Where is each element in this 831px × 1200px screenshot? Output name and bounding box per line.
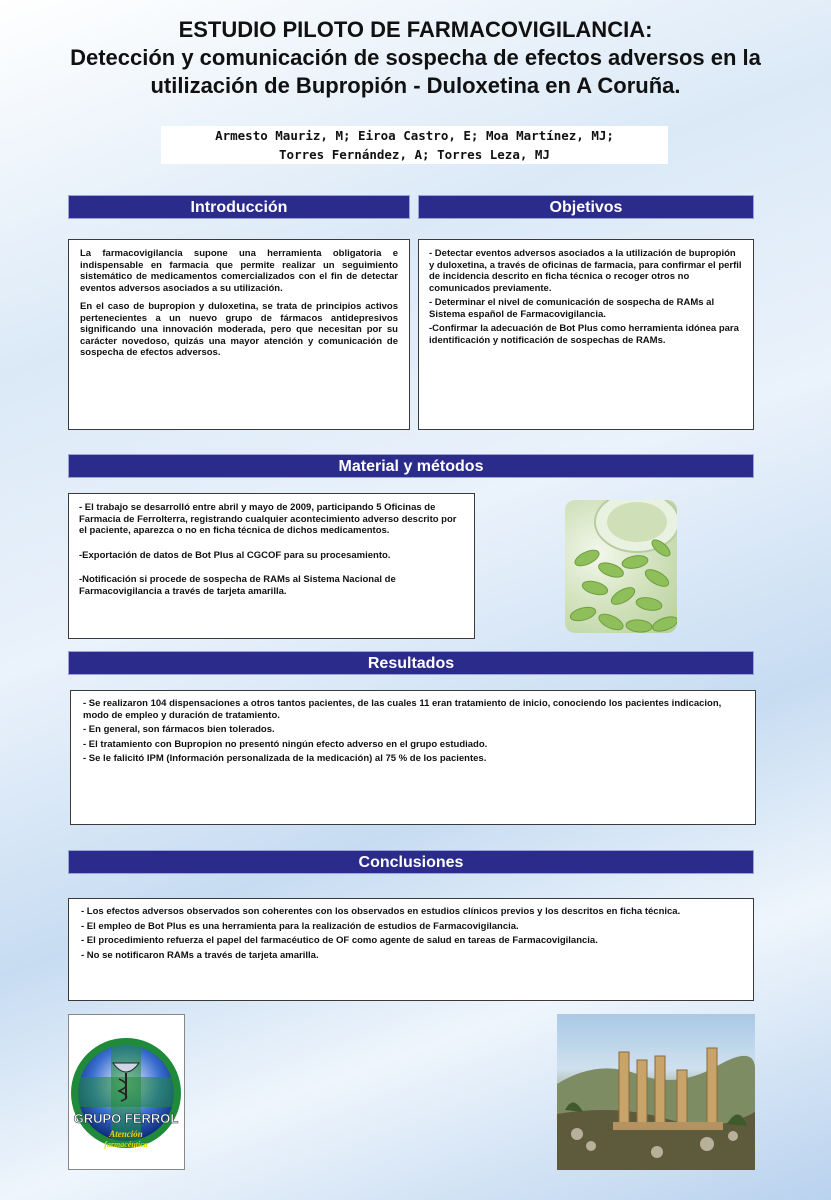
resultados-item: - Se le falicitó IPM (Información personalizada de la medicación) al 75 % de los pacientes. — [83, 753, 487, 764]
conclusiones-item: - Los efectos adversos observados son coherentes con los observados en estudios clínicos previos y los descritos en ficha técnica. — [81, 906, 681, 917]
objetivos-item: -Confirmar la adecuación de Bot Plus como herramienta idónea para identificación y notificación de sospechas de RAMs. — [429, 323, 739, 346]
conclusiones-item: - No se notificaron RAMs a través de tarjeta amarilla. — [81, 949, 319, 961]
resultados-item: - Se realizaron 104 dispensaciones a otros tantos pacientes, de las cuales 11 eran tratamiento de inicio, conociendo los pacientes indicacion, modo de empleo y duración de tratamiento. — [83, 698, 722, 721]
conclusiones-item: - El procedimiento refuerza el papel del farmacéutico de OF como agente de salud en tareas de Farmacovigilancia. — [81, 935, 598, 946]
ruins-photo — [557, 1014, 755, 1170]
resultados-header: Resultados — [68, 651, 754, 675]
pills-photo — [565, 500, 677, 633]
resultados-item: - En general, son fármacos bien tolerados. — [83, 724, 275, 735]
authors-line-2: Torres Fernández, A; Torres Leza, MJ — [279, 147, 550, 162]
logo-text-1: GRUPO FERROL — [73, 1111, 179, 1126]
objetivos-header: Objetivos — [418, 195, 754, 219]
introduccion-box — [68, 239, 410, 430]
logo-illustration — [69, 1015, 184, 1169]
conclusiones-box — [68, 898, 754, 1001]
title-line-1: ESTUDIO PILOTO DE FARMACOVIGILANCIA: — [178, 17, 653, 42]
material-header: Material y métodos — [68, 454, 754, 478]
logo-text-3: farmacéutica — [104, 1140, 148, 1149]
resultados-box — [70, 690, 756, 825]
objetivos-item: - Detectar eventos adversos asociados a la utilización de bupropión y duloxetina, a través de oficinas de farmacia, para confirmar el perfil de incidencia descrito en ficha técnica o recoger otros no comunicados previamente. — [429, 248, 742, 294]
authors-line-1: Armesto Mauriz, M; Eiroa Castro, E; Moa Martínez, MJ; — [215, 128, 614, 143]
material-box — [68, 493, 475, 639]
introduccion-paragraph-2: En el caso de bupropion y duloxetina, se trata de principios activos pertenecientes a un nuevo grupo de fármacos antidepresivos significando una innovación moderada, pero que necesitan por su carácter novedoso, quizás una mayor atención y comunicación de sospecha de efectos adversos. — [80, 301, 398, 358]
material-item: - El trabajo se desarrolló entre abril y mayo de 2009, participando 5 Oficinas de Farmacia de Ferrolterra, registrando cualquier acontecimiento adverso descrito por el paciente, aparezca o no en ficha técnica de dichos medicamentos. — [79, 502, 457, 536]
resultados-item: - El tratamiento con Bupropion no presentó ningún efecto adverso en el grupo estudiado. — [83, 738, 488, 750]
logo-text-2: Atención — [109, 1129, 143, 1139]
authors-box — [161, 126, 668, 164]
grupo-ferrol-logo — [68, 1014, 185, 1170]
poster-title — [10, 16, 821, 100]
title-line-2: Detección y comunicación de sospecha de efectos adversos en la — [70, 45, 761, 70]
introduccion-header: Introducción — [68, 195, 410, 219]
conclusiones-item: - El empleo de Bot Plus es una herramienta para la realización de estudios de Farmacovigilancia. — [81, 920, 519, 932]
objetivos-box — [418, 239, 754, 430]
pills-illustration — [565, 500, 677, 633]
material-item: -Exportación de datos de Bot Plus al CGCOF para su procesamiento. — [79, 549, 391, 561]
material-item: -Notificación si procede de sospecha de RAMs al Sistema Nacional de Farmacovigilancia a través de tarjeta amarilla. — [79, 574, 396, 597]
introduccion-paragraph-1: La farmacovigilancia supone una herramienta obligatoria e indispensable en farmacia que permite realizar un seguimiento sistemático de medicamentos comercializados con el fin de detectar eventos adversos asociados a su utilización. — [80, 248, 398, 294]
ruins-illustration — [557, 1014, 755, 1170]
title-line-3: utilización de Bupropión - Duloxetina en A Coruña. — [150, 73, 681, 98]
objetivos-item: - Determinar el nivel de comunicación de sospecha de RAMs al Sistema español de Farmacovigilancia. — [429, 297, 715, 320]
conclusiones-header: Conclusiones — [68, 850, 754, 874]
